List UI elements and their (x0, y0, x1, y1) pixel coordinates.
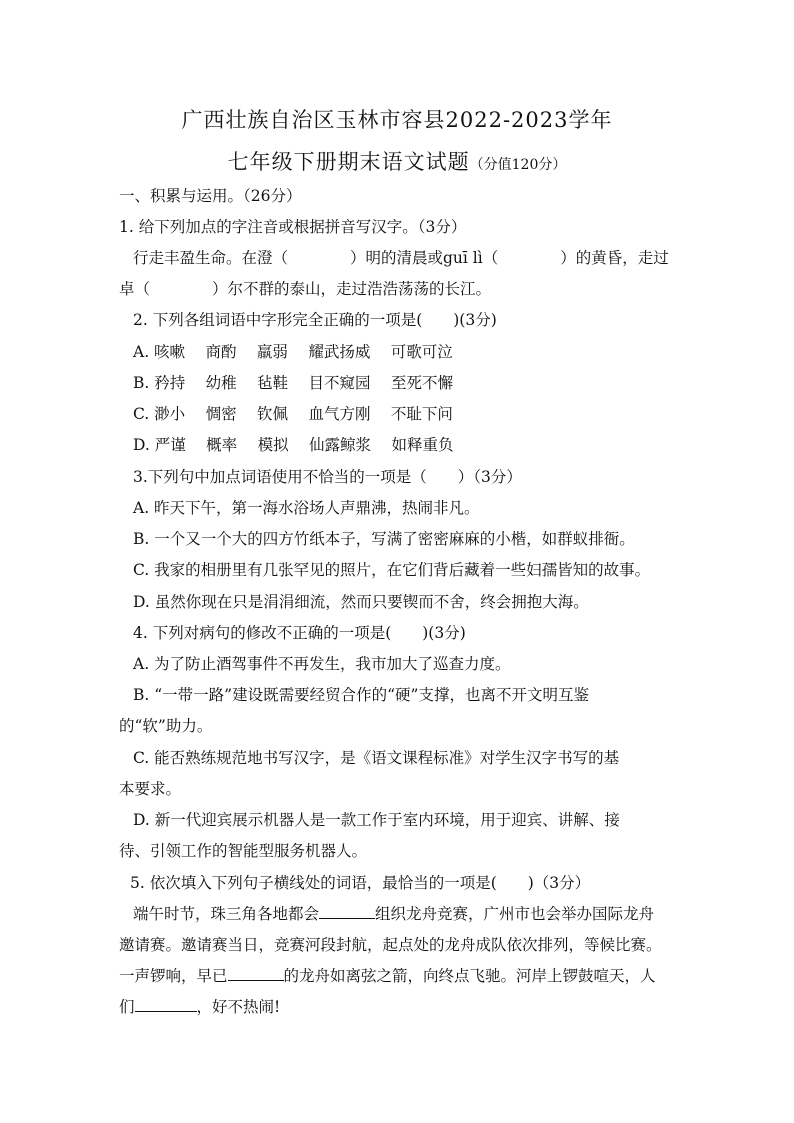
question-3-option-b: B. 一个又一个大的四方竹纸本子，写满了密密麻麻的小楷，如群蚁排衙。 (133, 530, 635, 548)
question-3-option-c: C. 我家的相册里有几张罕见的照片，在它们背后藏着一些妇孺皆知的故事。 (133, 561, 651, 579)
blank-1 (319, 904, 375, 919)
question-2-option-a: A. 咳嗽 商酌 羸弱 耀武扬威 可歌可泣 (133, 343, 453, 361)
question-4-option-b-line-2: 的“软”助力。 (119, 717, 213, 735)
exam-title: 广西壮族自治区玉林市容县2022-2023学年 (181, 108, 613, 132)
passage-text: 一声锣响，早已 (119, 967, 228, 985)
score-note: （分值120分） (469, 157, 567, 173)
question-3: 3.下列句中加点词语使用不恰当的一项是（ ）（3分） (133, 468, 522, 486)
question-2: 2. 下列各组词语中字形完全正确的一项是( )(3分) (133, 311, 497, 329)
passage-text: 的龙舟如离弦之箭，向终点飞驰。河岸上锣鼓喧天，人 (283, 967, 656, 985)
question-4-option-d-line-1: D. 新一代迎宾展示机器人是一款工作于室内环境，用于迎宾、讲解、接 (133, 811, 620, 829)
passage-text: ，好不热闹! (196, 998, 281, 1016)
question-5-passage-line-1 (133, 904, 654, 924)
question-5-passage-line-3 (119, 966, 656, 986)
subtitle-main: 七年级下册期末语文试题 (227, 150, 470, 174)
question-1: 1. 给下列加点的字注音或根据拼音写汉字。（3分） (119, 218, 467, 236)
question-3-option-d: D. 虽然你现在只是涓涓细流，然而只要锲而不舍，终会拥抱大海。 (133, 593, 589, 611)
question-2-option-c: C. 渺小 惆密 钦佩 血气方刚 不耻下问 (133, 405, 453, 423)
question-2-option-d: D. 严谨 概率 模拟 仙露鲸浆 如释重负 (133, 436, 454, 454)
blank-3 (135, 997, 197, 1012)
blank-2 (228, 966, 284, 981)
question-5-passage-line-4 (119, 997, 280, 1017)
passage-text: 们 (119, 998, 135, 1016)
question-1-line-1: 行走丰盈生命。在澄（ ）明的清晨或guī lì（ ）的黄昏，走过 (133, 249, 669, 267)
question-2-option-b: B. 矜持 幼稚 毡鞋 目不窥园 至死不懈 (133, 374, 453, 392)
section-heading: 一、积累与运用。（26分） (119, 187, 302, 205)
question-4: 4. 下列对病句的修改不正确的一项是( )(3分) (133, 624, 466, 642)
question-5: 5. 依次填入下列句子横线处的词语，最恰当的一项是( )（3分） (130, 874, 591, 892)
question-3-option-a: A. 昨天下午，第一海水浴场人声鼎沸，热闹非凡。 (133, 499, 480, 517)
passage-text: 端午时节，珠三角各地都会 (133, 905, 320, 923)
question-4-option-d-line-2: 待、引领工作的智能型服务机器人。 (119, 842, 368, 860)
question-5-passage-line-2: 邀请赛。邀请赛当日，竞赛河段封航，起点处的龙舟成队依次排列，等候比赛。 (119, 936, 662, 954)
exam-subtitle (0, 146, 794, 176)
question-4-option-c-line-2: 本要求。 (119, 780, 182, 798)
question-1-line-2: 卓（ ）尔不群的泰山，走过浩浩荡荡的长江。 (119, 280, 492, 298)
question-4-option-a: A. 为了防止酒驾事件不再发生，我市加大了巡查力度。 (133, 655, 511, 673)
question-4-option-c-line-1: C. 能否熟练规范地书写汉字，是《语文课程标准》对学生汉字书写的基 (133, 749, 620, 767)
passage-text: 组织龙舟竞赛，广州市也会举办国际龙舟 (375, 905, 655, 923)
question-4-option-b-line-1: B. “一带一路”建设既需要经贸合作的“硬”支撑，也离不开文明互鉴 (133, 686, 589, 704)
